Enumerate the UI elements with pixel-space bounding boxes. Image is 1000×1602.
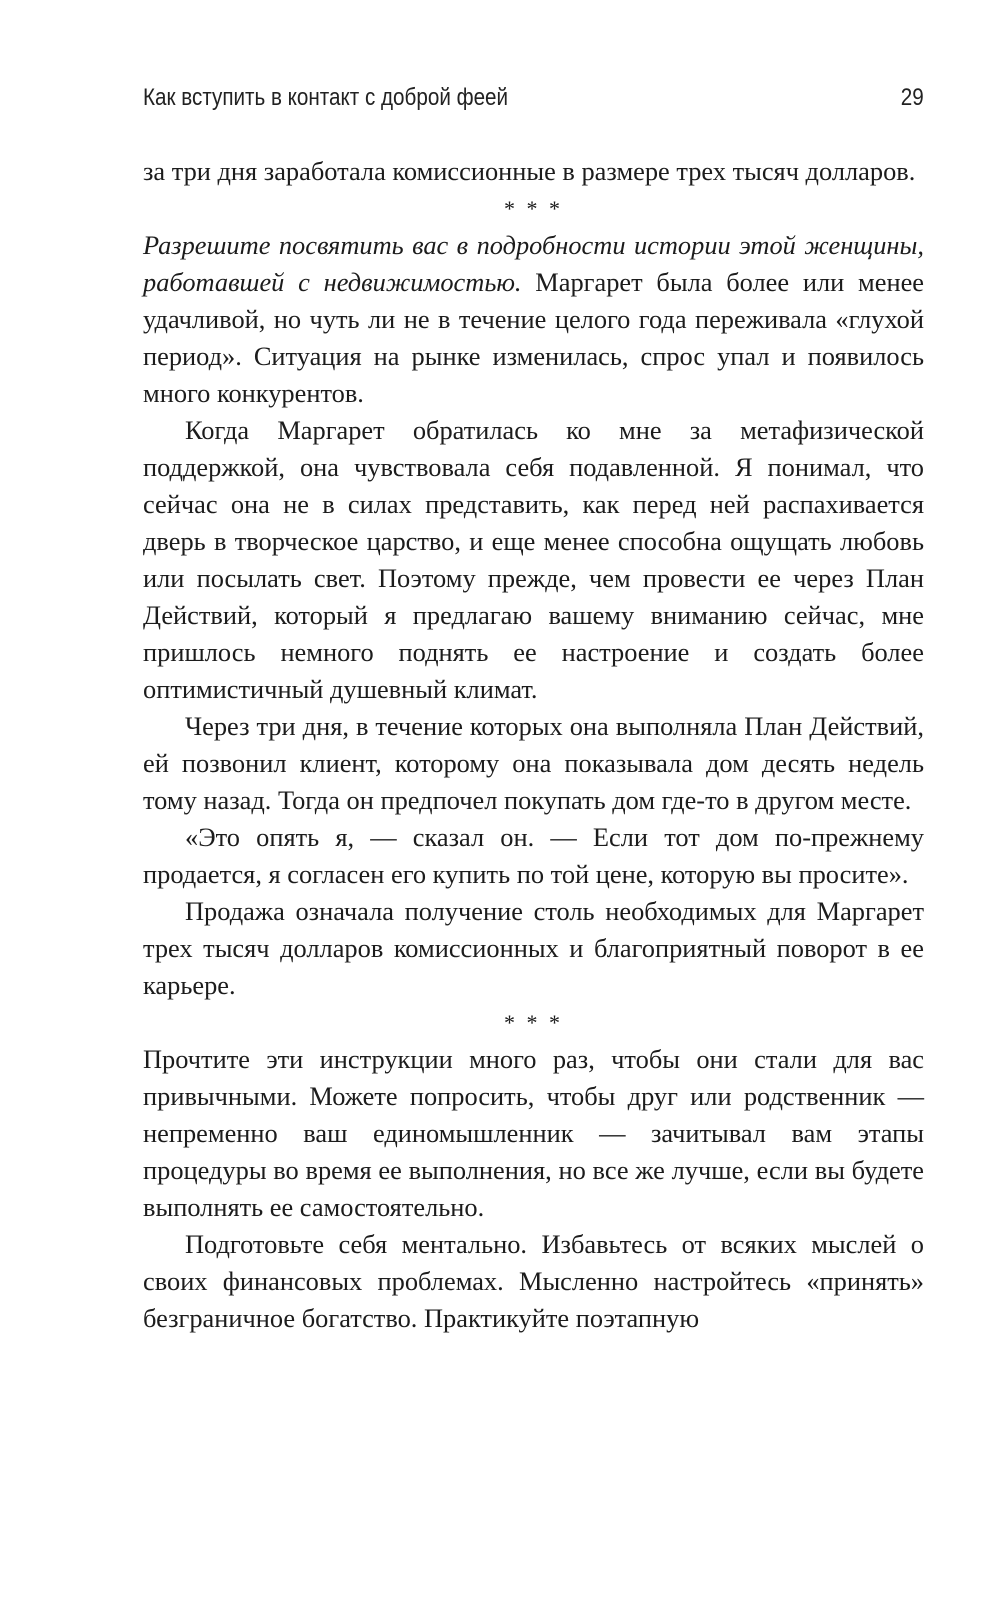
section-separator: * * * [504, 1010, 563, 1035]
paragraph-instructions: Прочтите эти инструкции много раз, чтобы они стали для вас привычными. Можете попросить, чтобы друг или родственник — непременно ваш единомышленник — зачитывал вам этапы процедуры во время ее выполнения, но все же лучше, если вы будете выполнять ее самостоятельно. [143, 1044, 924, 1222]
paragraph: Подготовьте себя ментально. Избавьтесь от всяких мыслей о своих финансовых проблемах. Мысленно настройтесь «принять» безграничное богатство. Практикуйте поэтапную [143, 1229, 924, 1333]
story-intro-text: Маргарет была более или менее удачливой, но чуть ли не в течение целого года переживала «глухой период». Ситуация на рынке изменилась, спрос упал и появилось много конкурентов. [143, 267, 924, 408]
running-head [143, 84, 924, 118]
paragraph: Через три дня, в течение которых она выполняла План Действий, ей позвонил клиент, которому она показывала дом десять недель тому назад. Тогда он предпочел покупать дом где-то в другом месте. [143, 711, 924, 815]
paragraph: Когда Маргарет обратилась ко мне за метафизической поддержкой, она чувствовала себя подавленной. Я понимал, что сейчас она не в силах представить, как перед ней распахивается дверь в творческое царство, и еще менее способна ощущать любовь или посылать свет. Поэтому прежде, чем провести ее через План Действий, который я предлагаю вашему вниманию сейчас, мне пришлось немного поднять ее настроение и создать более оптимистичный душевный климат. [143, 415, 924, 704]
paragraph: Продажа означала получение столь необходимых для Маргарет трех тысяч долларов комиссионных и благоприятный поворот в ее карьере. [143, 896, 924, 1000]
chapter-title: Как вступить в контакт с доброй феей [143, 84, 509, 111]
paragraph-quote: «Это опять я, — сказал он. — Если тот дом по-прежнему продается, я согласен его купить по той цене, которую вы просите». [143, 822, 924, 889]
paragraph-story-intro [143, 227, 924, 412]
paragraph-continuation: за три дня заработала комиссионные в размере трех тысяч долларов. [143, 156, 916, 186]
page-number: 29 [901, 84, 924, 111]
body-text [143, 153, 924, 1337]
section-separator: * * * [504, 196, 563, 221]
story-intro-italic: Разрешите посвятить вас в подробности истории этой женщины, работавшей с недвижимостью. [143, 230, 924, 297]
